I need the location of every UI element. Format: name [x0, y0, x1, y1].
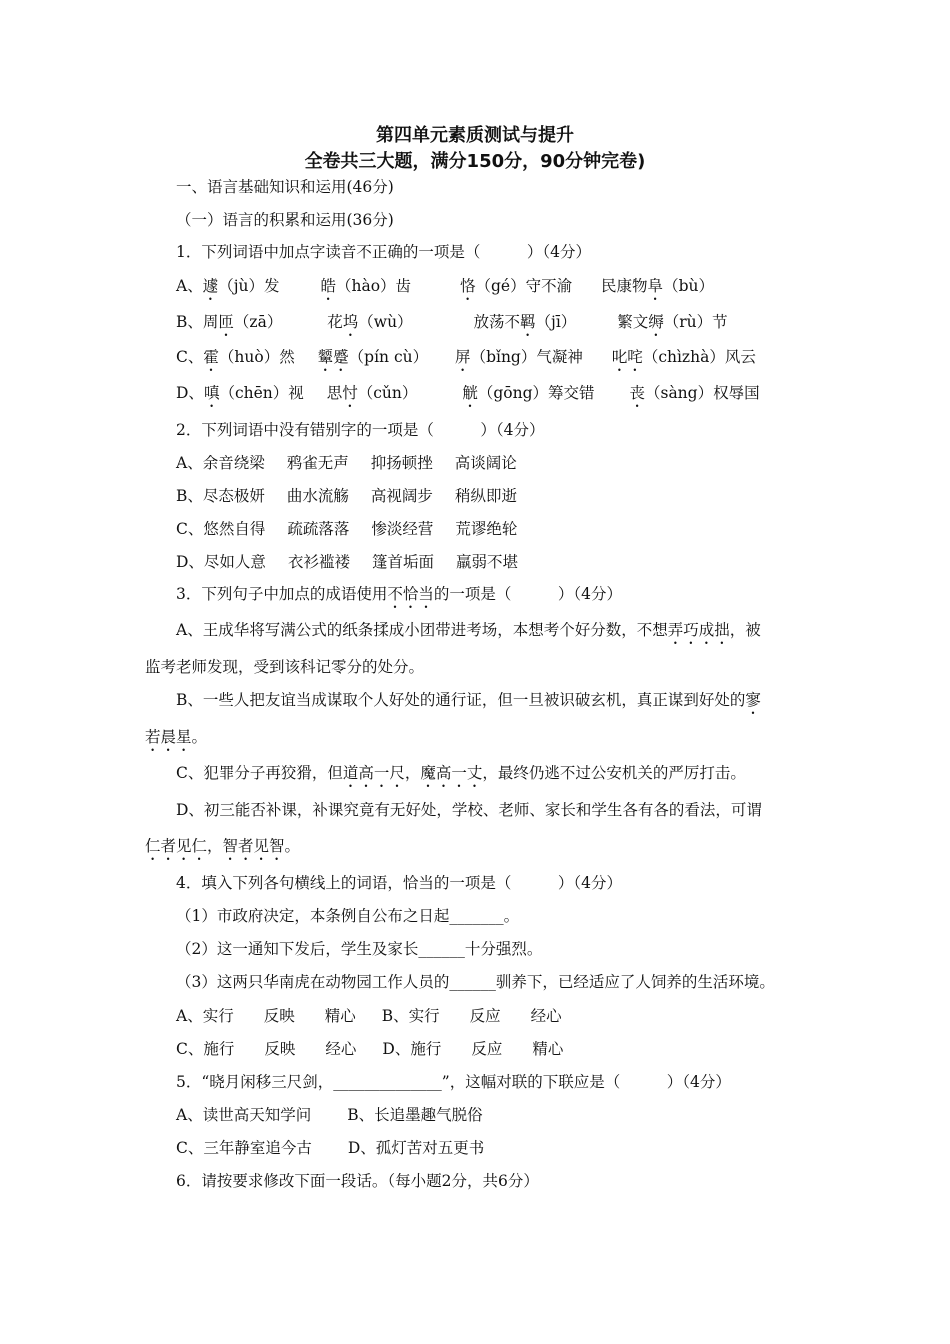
q3-option-a-line2: 监考老师发现，受到该科记零分的处分。 — [145, 658, 425, 676]
q3-stem: 3．下列句子中加点的成语使用不恰当的一项是（ ）（4分） — [176, 585, 623, 603]
q2-stem: 2．下列词语中没有错别字的一项是（ ）（4分） — [176, 421, 545, 439]
section-heading: 一、语言基础知识和运用(46分) — [176, 178, 394, 196]
q4-stem: 4．填入下列各句横线上的词语，恰当的一项是（ ）（4分） — [176, 874, 622, 892]
q2-option-d: D、尽如人意 衣衫褴褛 篷首垢面 羸弱不堪 — [176, 553, 518, 571]
q1-option-a: A、遽（jù）发 皓（hào）齿 恪（gé）守不渝 民康物阜（bù） — [176, 277, 714, 295]
q3-option-b-line1: B、一些人把友谊当成谋取个人好处的通行证，但一旦被识破玄机，真正谋到好处的寥 — [176, 691, 761, 709]
q4-options-ab: A、实行 反映 精心 B、实行 反应 经心 — [176, 1007, 562, 1025]
q3-option-b-line2: 若晨星。 — [145, 728, 208, 746]
page-title: 第四单元素质测试与提升 — [376, 125, 574, 146]
q5-stem: 5．“晓月闲移三尺剑，______________”，这幅对联的下联应是（ ）（4分） — [176, 1073, 731, 1091]
q4-sentence-1: （1）市政府决定，本条例自公布之日起_______。 — [176, 907, 520, 925]
q4-options-cd: C、施行 反映 经心 D、施行 反应 精心 — [176, 1040, 564, 1058]
q1-option-d: D、嗔（chēn）视 思忖（cǔn） 觥（gōng）筹交错 丧（sàng）权辱国 — [176, 384, 760, 402]
q6-stem: 6．请按要求修改下面一段话。（每小题2分，共6分） — [176, 1172, 539, 1190]
q5-options-cd: C、三年静室追今古 D、孤灯苦对五更书 — [176, 1139, 485, 1157]
page-subtitle: 全卷共三大题，满分150分，90分钟完卷) — [304, 151, 646, 172]
q3-option-d-line1: D、初三能否补课，补课究竟有无好处，学校、老师、家长和学生各有各的看法，可谓 — [176, 801, 762, 819]
q1-stem: 1．下列词语中加点字读音不正确的一项是（ ）（4分） — [176, 243, 591, 261]
q1-option-c: C、霍（huò）然 颦蹙（pín cù） 屏（bǐng）气凝神 叱咤（chìzhà）风云 — [176, 348, 756, 366]
q3-option-c: C、犯罪分子再狡猾，但道高一尺，魔高一丈，最终仍逃不过公安机关的严厉打击。 — [176, 764, 746, 782]
q4-sentence-3: （3）这两只华南虎在动物园工作人员的______驯养下，已经适应了人饲养的生活环境。 — [176, 973, 775, 991]
subsection-heading: （一）语言的积累和运用(36分) — [176, 211, 394, 229]
q2-option-c: C、悠然自得 疏疏落落 惨淡经营 荒谬绝轮 — [176, 520, 518, 538]
q5-options-ab: A、读世高天知学问 B、长追墨趣气脱俗 — [176, 1106, 483, 1124]
q4-sentence-2: （2）这一通知下发后，学生及家长______十分强烈。 — [176, 940, 543, 958]
q2-option-a: A、余音绕梁 鸦雀无声 抑扬顿挫 高谈阔论 — [176, 454, 517, 472]
q3-option-d-line2: 仁者见仁，智者见智。 — [145, 837, 301, 855]
q2-option-b: B、尽态极妍 曲水流觞 高视阔步 稍纵即逝 — [176, 487, 517, 505]
q1-option-b: B、周匝（zā） 花坞（wù） 放荡不羁（jī） 繁文缛（rù）节 — [176, 313, 728, 331]
q3-option-a-line1: A、王成华将写满公式的纸条揉成小团带进考场，本想考个好分数，不想弄巧成拙，被 — [176, 621, 761, 639]
